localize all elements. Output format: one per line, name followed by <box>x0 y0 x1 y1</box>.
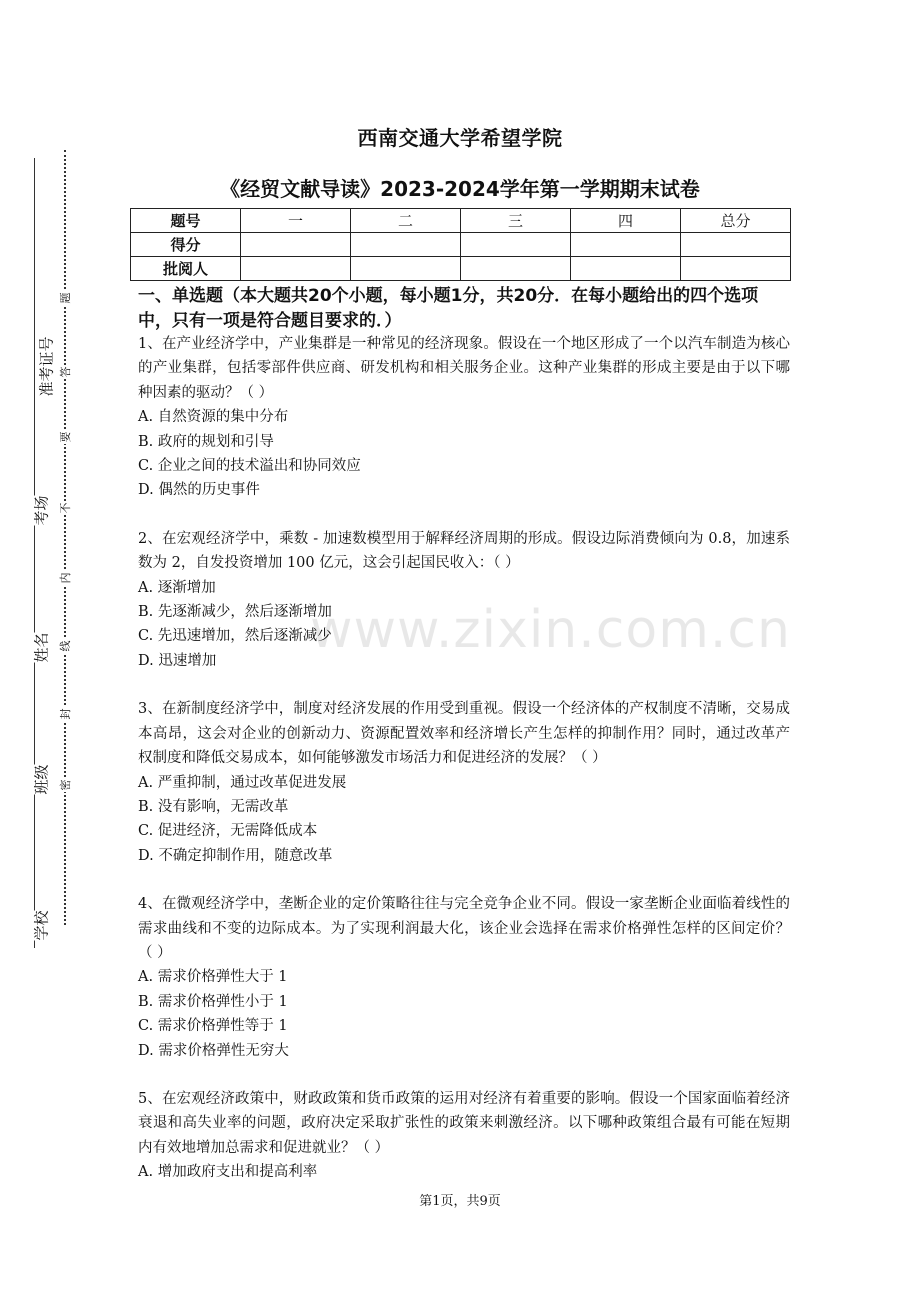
question-stem: 2、在宏观经济学中，乘数 - 加速数模型用于解释经济周期的形成。假设边际消费倾向为 0.8，加速系数为 2，自发投资增加 100 亿元，这会引起国民收入：（ ） <box>138 530 790 572</box>
field-class-label: 班级 <box>32 764 51 795</box>
score-table-header-row <box>131 209 791 233</box>
score-cell <box>351 257 461 281</box>
score-table <box>130 208 791 281</box>
option-d: D. 迅速增加 <box>138 652 217 669</box>
field-exam-number-label: 准考证号 <box>37 336 56 397</box>
score-table-header: 四 <box>571 209 681 233</box>
score-table-header: 题号 <box>131 209 241 233</box>
question-4 <box>138 892 790 1063</box>
seal-char: 线 <box>59 640 72 652</box>
score-table-header: 一 <box>241 209 351 233</box>
option-c: C. 需求价格弹性等于 1 <box>138 1018 288 1035</box>
option-a: A. 逐渐增加 <box>138 579 216 596</box>
score-cell <box>571 257 681 281</box>
option-a: A. 增加政府支出和提高利率 <box>138 1164 318 1181</box>
score-table-header: 总分 <box>681 209 791 233</box>
question-stem: 1、在产业经济学中，产业集群是一种常见的经济现象。假设在一个地区形成了一个以汽车制造为核心的产业集群，包括零部件供应商、研发机构和相关服务企业。这种产业集群的形成主要是由于以下哪种因素的驱动？（ ） <box>138 336 790 401</box>
section-heading: 一、单选题（本大题共20个小题，每小题1分，共20分．在每小题给出的四个选项中，只有一项是符合题目要求的．） <box>138 286 759 331</box>
option-c: C. 促进经济，无需降低成本 <box>138 823 318 840</box>
option-d: D. 不确定抑制作用，随意改革 <box>138 847 333 864</box>
option-b: B. 政府的规划和引导 <box>138 433 274 450</box>
option-c: C. 企业之间的技术溢出和协同效应 <box>138 458 361 475</box>
score-table-header: 三 <box>461 209 571 233</box>
score-table-header: 二 <box>351 209 461 233</box>
seal-char: 题 <box>59 292 72 304</box>
seal-char: 密 <box>59 779 72 791</box>
score-cell <box>681 257 791 281</box>
watermark: www.zixin.com.cn <box>310 600 791 660</box>
question-stem: 4、在微观经济学中，垄断企业的定价策略往往与完全竞争企业不同。假设一家垄断企业面临着线性的需求曲线和不变的边际成本。为了实现利润最大化，该企业会选择在需求价格弹性怎样的区间定价？（ ） <box>138 896 790 961</box>
student-info-line <box>34 158 35 948</box>
seal-char: 内 <box>59 572 72 584</box>
score-cell <box>571 233 681 257</box>
score-cell <box>461 257 571 281</box>
score-cell <box>241 257 351 281</box>
score-cell <box>351 233 461 257</box>
school-title: 西南交通大学希望学院 <box>357 126 563 150</box>
option-b: B. 需求价格弹性小于 1 <box>138 993 288 1010</box>
option-c: C. 先迅速增加，然后逐渐减少 <box>138 628 332 645</box>
option-a: A. 严重抑制，通过改革促进发展 <box>138 774 347 791</box>
score-table-row <box>131 233 791 257</box>
seal-char: 要 <box>59 431 72 443</box>
question-stem: 3、在新制度经济学中，制度对经济发展的作用受到重视。假设一个经济体的产权制度不清晰，交易成本高昂，这会对企业的创新动力、资源配置效率和经济增长产生怎样的抑制作用？同时，通过改革产权制度和降低交易成本，如何能够激发市场活力和促进经济的发展？（ ） <box>138 701 790 767</box>
score-cell <box>461 233 571 257</box>
score-cell <box>681 233 791 257</box>
score-row-label: 批阅人 <box>131 257 241 281</box>
seal-char: 封 <box>59 708 72 720</box>
field-school-label: 学校 <box>32 910 51 941</box>
field-exam-room-label: 考场 <box>32 495 51 526</box>
seal-char: 答 <box>59 366 72 378</box>
option-a: A. 自然资源的集中分布 <box>138 409 289 426</box>
question-stem: 5、在宏观经济政策中，财政政策和货币政策的运用对经济有着重要的影响。假设一个国家面临着经济衰退和高失业率的问题，政府决定采取扩张性的政策来刺激经济。以下哪种政策组合最有可能在短期内有效地增加总需求和促进就业？（ ） <box>138 1090 790 1156</box>
option-b: B. 先逐渐减少，然后逐渐增加 <box>138 604 332 621</box>
seal-char: 不 <box>59 502 72 514</box>
question-1 <box>138 332 790 503</box>
page-number: 第1页，共9页 <box>419 1194 501 1209</box>
option-d: D. 偶然的历史事件 <box>138 482 260 499</box>
score-row-label: 得分 <box>131 233 241 257</box>
question-5 <box>138 1087 790 1185</box>
question-list <box>138 332 790 1209</box>
exam-title: 《经贸文献导读》2023-2024学年第一学期期末试卷 <box>220 177 700 201</box>
score-table-row <box>131 257 791 281</box>
option-b: B. 没有影响，无需改革 <box>138 798 289 815</box>
option-d: D. 需求价格弹性无穷大 <box>138 1042 289 1059</box>
seal-line <box>64 150 66 925</box>
question-2 <box>138 527 790 673</box>
question-3 <box>138 697 790 868</box>
field-name-label: 姓名 <box>32 632 51 663</box>
score-cell <box>241 233 351 257</box>
option-a: A. 需求价格弹性大于 1 <box>138 969 288 986</box>
